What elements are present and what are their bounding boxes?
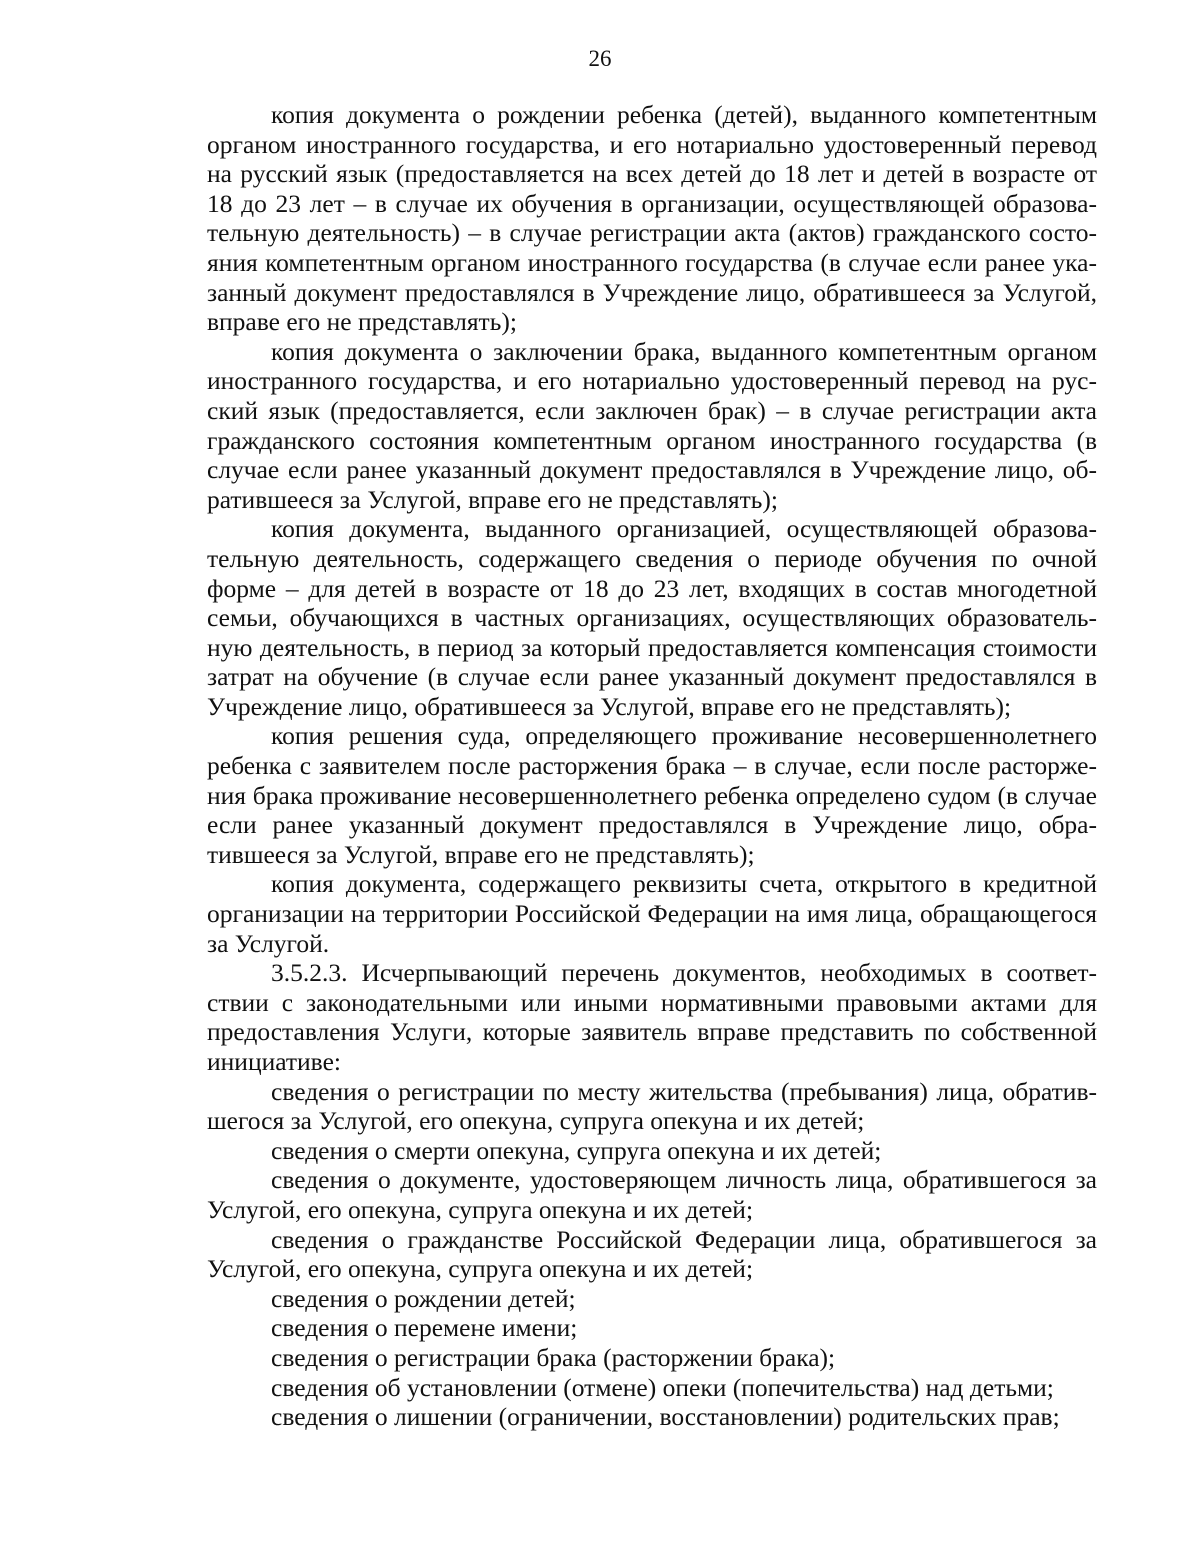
paragraph-education-document-copy: копия документа, выданного организацией, осуществляющей образовательную деятельность, содержащего сведения о периоде обучения по очной форме – для детей в возрасте от 18 до 23 лет, входящих в состав многодетной семьи, обучающихся в частных организациях, осуществляющих образовательную деятельность, в период за который предоставляется компенсация стоимости затрат на обучение (в случае если ранее указанный документ предоставлялся в Учреждение лицо, обратившееся за Услугой, вправе его не представлять); [207, 514, 1097, 721]
list-item-citizenship: сведения о гражданстве Российской Федерации лица, обратившегося за Услугой, его опекуна, супруга опекуна и их детей; [207, 1224, 1097, 1284]
list-item-marriage-registration: сведения о регистрации брака (расторжении брака); [271, 1342, 836, 1372]
paragraph-marriage-document-copy: копия документа о заключении брака, выданного компетентным органом иностранного государства, и его нотариально удостоверенный перевод на русский язык (предоставляется, если заключен брак) – в случае регистрации акта гражданского состояния компетентным органом иностранного государства (в случае если ранее указанный документ предоставлялся в Учреждение лицо, обратившееся за Услугой, вправе его не представлять); [207, 336, 1097, 514]
list-item-parental-rights: сведения о лишении (ограничении, восстановлении) родительских прав; [271, 1402, 1060, 1432]
list-item-name-change: сведения о перемене имени; [271, 1313, 578, 1343]
list-item-guardianship: сведения об установлении (отмене) опеки (попечительства) над детьми; [271, 1372, 1054, 1402]
paragraph-section-3-5-2-3: 3.5.2.3. Исчерпывающий перечень документов, необходимых в соответствии с законодательными или иными нормативными правовыми актами для предоставления Услуги, которые заявитель вправе представить по собственной инициативе: [207, 958, 1097, 1076]
list-item-children-birth: сведения о рождении детей; [271, 1283, 576, 1313]
list-item-residence-registration: сведения о регистрации по месту жительства (пребывания) лица, обратившегося за Услугой, его опекуна, супруга опекуна и их детей; [207, 1076, 1097, 1136]
paragraph-birth-document-copy: копия документа о рождении ребенка (детей), выданного компетентным органом иностранного государства, и его нотариально удостоверенный перевод на русский язык (предоставляется на всех детей до 18 лет и детей в возрасте от 18 до 23 лет – в случае их обучения в организации, осуществляющей образовательную деятельность) – в случае регистрации акта (актов) гражданского состояния компетентным органом иностранного государства (в случае если ранее указанный документ предоставлялся в Учреждение лицо, обратившееся за Услугой, вправе его не представлять); [207, 100, 1097, 337]
list-item-death-records: сведения о смерти опекуна, супруга опекуна и их детей; [271, 1135, 882, 1165]
document-body [207, 100, 1097, 1432]
paragraph-court-decision-copy: копия решения суда, определяющего проживание несовершеннолетнего ребенка с заявителем после расторжения брака – в случае, если после расторжения брака проживание несовершеннолетнего ребенка определено судом (в случае если ранее указанный документ предоставлялся в Учреждение лицо, обратившееся за Услугой, вправе его не представлять); [207, 721, 1097, 869]
page-number: 26 [588, 46, 612, 71]
paragraph-bank-account-details: копия документа, содержащего реквизиты счета, открытого в кредитной организации на территории Российской Федерации на имя лица, обращающегося за Услугой. [207, 869, 1097, 958]
list-item-identity-document: сведения о документе, удостоверяющем личность лица, обратившегося за Услугой, его опекуна, супруга опекуна и их детей; [207, 1165, 1097, 1224]
